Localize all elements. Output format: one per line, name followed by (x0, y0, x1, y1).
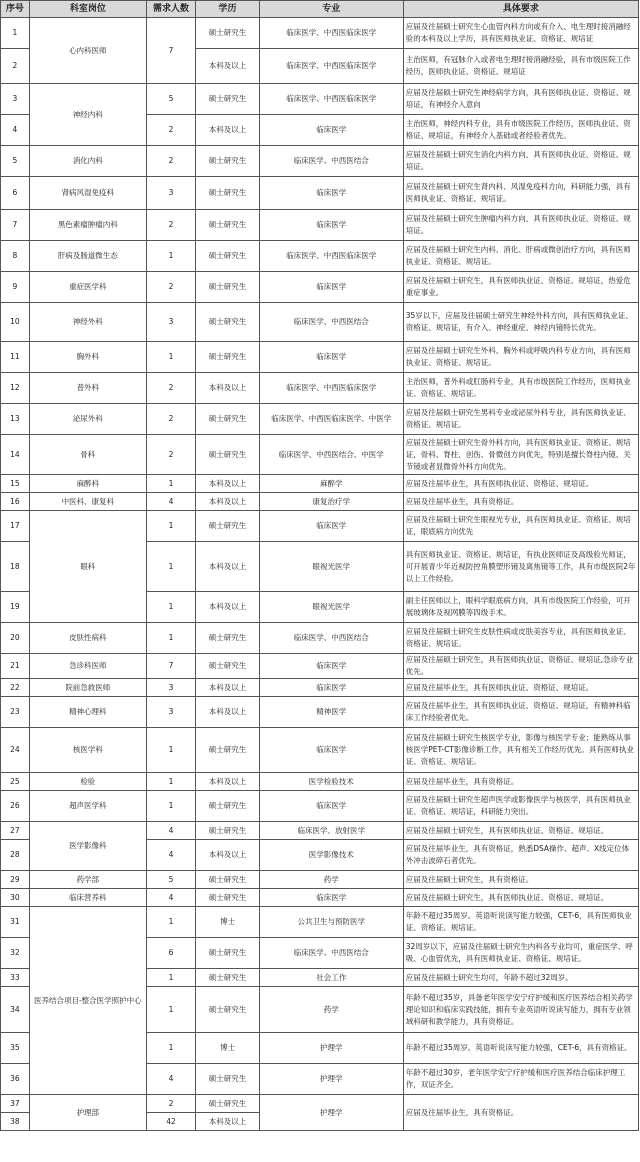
cell-edu: 硕士研究生 (196, 272, 260, 303)
cell-edu: 博士 (196, 1033, 260, 1064)
cell-count: 1 (146, 987, 195, 1033)
table-row (1, 342, 639, 373)
cell-no: 14 (1, 435, 30, 475)
cell-no: 20 (1, 623, 30, 654)
cell-major: 药学 (259, 987, 403, 1033)
cell-dept: 眼科 (29, 511, 146, 623)
cell-req: 应届及往届硕士研究生男科专业或泌尿外科专业，具有医师执业证、资格证、规培证。 (403, 404, 638, 435)
cell-major: 眼视光医学 (259, 542, 403, 592)
cell-req: 年龄不超过35周岁。英语听说读写能力较强，CET-6，具有资格证。 (403, 1033, 638, 1064)
cell-no: 18 (1, 542, 30, 592)
cell-edu: 硕士研究生 (196, 791, 260, 822)
cell-edu: 硕士研究生 (196, 889, 260, 907)
cell-edu: 本科及以上 (196, 1113, 260, 1131)
cell-major: 临床医学 (259, 511, 403, 542)
cell-no: 15 (1, 475, 30, 493)
cell-no: 16 (1, 493, 30, 511)
cell-count: 1 (146, 773, 195, 791)
table-row (1, 18, 639, 49)
cell-major: 护理学 (259, 1064, 403, 1095)
cell-count: 5 (146, 871, 195, 889)
cell-no: 13 (1, 404, 30, 435)
cell-major: 公共卫生与预防医学 (259, 907, 403, 938)
cell-edu: 硕士研究生 (196, 1064, 260, 1095)
cell-req: 应届及往届毕业生，具有资格证，熟悉DSA操作、超声、X线定位体外冲击波碎石者优先。 (403, 840, 638, 871)
cell-req: 应届及往届毕业生，具有医师执业证、资格证、规培证。 (403, 679, 638, 697)
cell-no: 7 (1, 210, 30, 241)
cell-dept: 药学部 (29, 871, 146, 889)
cell-count: 1 (146, 241, 195, 272)
cell-dept: 医学影像科 (29, 822, 146, 871)
cell-major: 临床医学、中西医结合、中医学 (259, 435, 403, 475)
cell-dept: 泌尿外科 (29, 404, 146, 435)
cell-edu: 博士 (196, 907, 260, 938)
cell-dept: 胸外科 (29, 342, 146, 373)
cell-count: 2 (146, 272, 195, 303)
cell-major: 临床医学、中西医结合 (259, 938, 403, 969)
cell-major: 临床医学 (259, 272, 403, 303)
table-row (1, 889, 639, 907)
cell-edu: 本科及以上 (196, 475, 260, 493)
cell-count: 4 (146, 1064, 195, 1095)
cell-count: 7 (146, 18, 195, 84)
cell-req: 应届及往届硕士研究生肿瘤内科方向，具有医师执业证、资格证、规培证。 (403, 210, 638, 241)
cell-major: 临床医学、中西医临床医学 (259, 84, 403, 115)
cell-major: 临床医学、中西医结合 (259, 623, 403, 654)
cell-dept: 检验 (29, 773, 146, 791)
cell-count: 1 (146, 342, 195, 373)
cell-edu: 硕士研究生 (196, 822, 260, 840)
cell-req: 应届及往届硕士研究生，具有资格证。 (403, 871, 638, 889)
cell-edu: 硕士研究生 (196, 210, 260, 241)
cell-no: 32 (1, 938, 30, 969)
header-count: 需求人数 (146, 1, 195, 18)
cell-req: 应届及往届硕士研究生神经病学方向，具有医师执业证、资格证、规培证，有神经介入意向 (403, 84, 638, 115)
cell-no: 22 (1, 679, 30, 697)
cell-no: 38 (1, 1113, 30, 1131)
cell-major: 临床医学 (259, 342, 403, 373)
header-edu: 学历 (196, 1, 260, 18)
table-row (1, 272, 639, 303)
cell-no: 17 (1, 511, 30, 542)
cell-req: 应届及往届硕士研究生，具有医师执业证、资格证、规培证,急诊专业优先。 (403, 654, 638, 679)
cell-edu: 硕士研究生 (196, 342, 260, 373)
cell-req: 主治医师，神经内科专业，具有市级医院工作经历，医师执业证、资格证、规培证，有神经介入基础或者经验者优先。 (403, 115, 638, 146)
cell-major: 医学检验技术 (259, 773, 403, 791)
table-row (1, 697, 639, 728)
cell-dept: 消化内科 (29, 146, 146, 177)
cell-req: 应届及往届硕士研究生均可，年龄不超过32周岁。 (403, 969, 638, 987)
header-row (1, 1, 639, 18)
cell-count: 3 (146, 679, 195, 697)
cell-no: 25 (1, 773, 30, 791)
cell-no: 2 (1, 49, 30, 84)
cell-count: 3 (146, 303, 195, 342)
cell-req: 应届及往届毕业生，具有医师执业证、资格证、规培证，有精神科临床工作经验者优先。 (403, 697, 638, 728)
cell-no: 35 (1, 1033, 30, 1064)
cell-req: 应届及往届硕士研究生，具有医师执业证、资格证、规培证。 (403, 822, 638, 840)
cell-count: 2 (146, 146, 195, 177)
cell-req: 应届及往届硕士研究生核医学专业，影像与核医学专业；能熟练从事核医学PET-CT影像诊断工作，具有相关工作经历优先。具有医师执业证、资格证、规培证。 (403, 728, 638, 773)
cell-dept: 核医学科 (29, 728, 146, 773)
cell-dept: 神经内科 (29, 84, 146, 146)
cell-edu: 硕士研究生 (196, 728, 260, 773)
cell-count: 4 (146, 889, 195, 907)
cell-count: 3 (146, 177, 195, 210)
cell-major: 临床医学 (259, 210, 403, 241)
cell-req: 应届及往届硕士研究生肾内科、风湿免疫科方向，科研能力强，具有医师执业证、资格证、规培证。 (403, 177, 638, 210)
cell-major: 临床医学、中西医临床医学 (259, 241, 403, 272)
cell-edu: 硕士研究生 (196, 241, 260, 272)
cell-edu: 硕士研究生 (196, 303, 260, 342)
cell-no: 19 (1, 592, 30, 623)
header-dept: 科室岗位 (29, 1, 146, 18)
cell-edu: 硕士研究生 (196, 511, 260, 542)
cell-edu: 硕士研究生 (196, 84, 260, 115)
cell-no: 21 (1, 654, 30, 679)
cell-req: 应届及往届硕士研究生心血管内科方向或有介入、电生理时接消融经验的本科及以上学历，具有医师执业证、资格证、规培证 (403, 18, 638, 49)
cell-no: 33 (1, 969, 30, 987)
cell-major: 临床医学 (259, 654, 403, 679)
cell-no: 28 (1, 840, 30, 871)
cell-edu: 本科及以上 (196, 493, 260, 511)
table-row (1, 773, 639, 791)
table-row (1, 241, 639, 272)
cell-dept: 急诊科医师 (29, 654, 146, 679)
cell-major: 临床医学 (259, 679, 403, 697)
cell-req: 应届及往届硕士研究生消化内科方向，具有医师执业证、资格证、规培证。 (403, 146, 638, 177)
cell-dept: 护理部 (29, 1095, 146, 1131)
cell-no: 3 (1, 84, 30, 115)
cell-no: 37 (1, 1095, 30, 1113)
table-row (1, 84, 639, 115)
cell-count: 4 (146, 840, 195, 871)
cell-no: 23 (1, 697, 30, 728)
table-row (1, 822, 639, 840)
cell-count: 6 (146, 938, 195, 969)
cell-edu: 硕士研究生 (196, 623, 260, 654)
cell-count: 5 (146, 84, 195, 115)
cell-count: 2 (146, 373, 195, 404)
cell-no: 8 (1, 241, 30, 272)
table-row (1, 791, 639, 822)
cell-no: 12 (1, 373, 30, 404)
cell-dept: 医养结合项目-整合医学照护中心 (29, 907, 146, 1095)
cell-no: 5 (1, 146, 30, 177)
cell-count: 2 (146, 210, 195, 241)
cell-dept: 麻醉科 (29, 475, 146, 493)
cell-edu: 硕士研究生 (196, 987, 260, 1033)
table-row (1, 623, 639, 654)
cell-count: 1 (146, 623, 195, 654)
cell-edu: 硕士研究生 (196, 404, 260, 435)
table-row (1, 679, 639, 697)
cell-dept: 院前急救医师 (29, 679, 146, 697)
cell-count: 1 (146, 969, 195, 987)
cell-edu: 硕士研究生 (196, 871, 260, 889)
cell-major: 眼视光医学 (259, 592, 403, 623)
cell-req: 主治医师，有冠脉介入或者电生理时接消融经验，具有市级医院工作经历，医师执业证、资格证、规培证 (403, 49, 638, 84)
cell-count: 2 (146, 404, 195, 435)
cell-edu: 本科及以上 (196, 115, 260, 146)
cell-major: 社会工作 (259, 969, 403, 987)
cell-major: 临床医学、中西医临床医学 (259, 49, 403, 84)
cell-dept: 肾病风湿免疫科 (29, 177, 146, 210)
cell-no: 11 (1, 342, 30, 373)
cell-major: 临床医学、放射医学 (259, 822, 403, 840)
header-no: 序号 (1, 1, 30, 18)
cell-dept: 重症医学科 (29, 272, 146, 303)
cell-edu: 本科及以上 (196, 49, 260, 84)
cell-major: 康复治疗学 (259, 493, 403, 511)
cell-count: 3 (146, 697, 195, 728)
table-body (1, 18, 639, 1131)
cell-req: 应届及往届毕业生，具有资格证。 (403, 773, 638, 791)
cell-count: 4 (146, 822, 195, 840)
cell-count: 1 (146, 1033, 195, 1064)
cell-major: 临床医学 (259, 115, 403, 146)
cell-major: 临床医学、中西医结合 (259, 146, 403, 177)
cell-no: 6 (1, 177, 30, 210)
cell-dept: 黑色素瘤肿瘤内科 (29, 210, 146, 241)
cell-count: 7 (146, 654, 195, 679)
cell-dept: 中医科、康复科 (29, 493, 146, 511)
cell-req: 应届及往届硕士研究生超声医学或影像医学与核医学，具有医师执业证、资格证、规培证，科研能力突出。 (403, 791, 638, 822)
cell-req: 应届及往届硕士研究生眼视光专业，具有医师执业证、资格证、规培证，眼底病方向优先 (403, 511, 638, 542)
cell-edu: 硕士研究生 (196, 969, 260, 987)
cell-req: 应届及往届硕士研究生，具有医师执业证、资格证、规培证，热爱危重症事业。 (403, 272, 638, 303)
cell-no: 4 (1, 115, 30, 146)
cell-count: 1 (146, 728, 195, 773)
cell-req: 32周岁以下，应届及往届硕士研究生内科各专业均可，重症医学、呼吸、心血管优先，具有医师执业证、资格证、规培证。 (403, 938, 638, 969)
cell-no: 1 (1, 18, 30, 49)
cell-no: 27 (1, 822, 30, 840)
table-row (1, 907, 639, 938)
table-row (1, 654, 639, 679)
cell-req: 具有医师执业证、资格证、规培证，有执业医师证及高级验光师证，可开展青少年近视防控角膜塑形镜及离焦镜等工作，具有市级医院2年以上工作经验。 (403, 542, 638, 592)
cell-major: 临床医学、中西医临床医学 (259, 373, 403, 404)
table-row (1, 493, 639, 511)
cell-dept: 精神心理科 (29, 697, 146, 728)
cell-major: 护理学 (259, 1095, 403, 1131)
table-row (1, 435, 639, 475)
cell-req: 应届及往届硕士研究生骨外科方向，具有医师执业证、资格证、规培证，骨科、脊柱、创伤、骨微创方向优先，特别是擅长脊柱内镜、关节镜或者显微骨外科方向优先。 (403, 435, 638, 475)
cell-no: 29 (1, 871, 30, 889)
cell-dept: 心内科医师 (29, 18, 146, 84)
table-row (1, 871, 639, 889)
cell-edu: 硕士研究生 (196, 18, 260, 49)
cell-req: 应届及往届毕业生，具有资格证。 (403, 493, 638, 511)
cell-edu: 本科及以上 (196, 542, 260, 592)
cell-edu: 本科及以上 (196, 840, 260, 871)
cell-major: 临床医学 (259, 177, 403, 210)
cell-count: 4 (146, 493, 195, 511)
cell-major: 护理学 (259, 1033, 403, 1064)
cell-dept: 肝病及肠道微生态 (29, 241, 146, 272)
cell-edu: 硕士研究生 (196, 654, 260, 679)
cell-req: 应届及往届硕士研究生内科、消化、肝病或微创治疗方向，具有医师执业证、资格证、规培证。 (403, 241, 638, 272)
cell-req: 35岁以下，应届及往届硕士研究生神经外科方向，具有医师执业证、资格证、规培证，有介入、神经重症、神经内镜特长优先。 (403, 303, 638, 342)
cell-dept: 神经外科 (29, 303, 146, 342)
cell-req: 年龄不超过35岁，具备老年医学安宁疗护缓和医疗医养结合相关药学理论知识和临床实践技能，拥有专业英语听说读写能力，拥有专业领域科研和教学能力，具有资格证。 (403, 987, 638, 1033)
cell-major: 临床医学 (259, 889, 403, 907)
cell-no: 26 (1, 791, 30, 822)
cell-no: 24 (1, 728, 30, 773)
cell-req: 年龄不超过30岁，老年医学安宁疗护缓和医疗医养结合临床护理工作，双证齐全。 (403, 1064, 638, 1095)
cell-edu: 本科及以上 (196, 697, 260, 728)
cell-dept: 普外科 (29, 373, 146, 404)
cell-edu: 硕士研究生 (196, 435, 260, 475)
cell-req: 应届及往届毕业生，具有医师执业证、资格证、规培证。 (403, 475, 638, 493)
cell-edu: 硕士研究生 (196, 177, 260, 210)
cell-count: 1 (146, 475, 195, 493)
cell-count: 2 (146, 1095, 195, 1113)
table-row (1, 177, 639, 210)
cell-major: 麻醉学 (259, 475, 403, 493)
cell-count: 2 (146, 115, 195, 146)
table-row (1, 210, 639, 241)
table-row (1, 511, 639, 542)
cell-major: 临床医学 (259, 791, 403, 822)
cell-edu: 硕士研究生 (196, 146, 260, 177)
cell-no: 34 (1, 987, 30, 1033)
cell-major: 临床医学、中西医临床医学 (259, 18, 403, 49)
cell-no: 9 (1, 272, 30, 303)
cell-no: 31 (1, 907, 30, 938)
cell-req: 主治医师，普外科或肛肠科专业，具有市级医院工作经历，医师执业证、资格证、规培证。 (403, 373, 638, 404)
cell-req: 副主任医师以上，眼科学眼底病方向，具有市级医院工作经验，可开展玻璃体及视网膜等四级手术。 (403, 592, 638, 623)
cell-major: 医学影像技术 (259, 840, 403, 871)
cell-edu: 本科及以上 (196, 373, 260, 404)
table-row (1, 475, 639, 493)
table-row (1, 728, 639, 773)
cell-major: 临床医学 (259, 728, 403, 773)
header-major: 专业 (259, 1, 403, 18)
cell-no: 10 (1, 303, 30, 342)
cell-req: 应届及往届硕士研究生，具有医师执业证、资格证、规培证。 (403, 889, 638, 907)
cell-count: 42 (146, 1113, 195, 1131)
cell-major: 临床医学、中西医结合 (259, 303, 403, 342)
cell-dept: 临床营养科 (29, 889, 146, 907)
cell-edu: 硕士研究生 (196, 1095, 260, 1113)
cell-count: 1 (146, 542, 195, 592)
cell-major: 临床医学、中西医临床医学、中医学 (259, 404, 403, 435)
cell-no: 36 (1, 1064, 30, 1095)
cell-count: 2 (146, 435, 195, 475)
cell-edu: 本科及以上 (196, 592, 260, 623)
cell-major: 精神医学 (259, 697, 403, 728)
cell-dept: 超声医学科 (29, 791, 146, 822)
cell-count: 1 (146, 907, 195, 938)
table-row (1, 404, 639, 435)
cell-count: 1 (146, 511, 195, 542)
cell-count: 1 (146, 592, 195, 623)
table-row (1, 373, 639, 404)
cell-count: 1 (146, 791, 195, 822)
cell-major: 药学 (259, 871, 403, 889)
header-req: 具体要求 (403, 1, 638, 18)
cell-req: 应届及往届硕士研究生皮肤性病或皮肤美容专业，具有医师执业证、资格证、规培证。 (403, 623, 638, 654)
cell-edu: 本科及以上 (196, 773, 260, 791)
cell-req: 应届及往届硕士研究生外科、胸外科或呼吸内科专业方向，具有医师执业证、资格证、规培证。 (403, 342, 638, 373)
table-row (1, 303, 639, 342)
cell-edu: 本科及以上 (196, 679, 260, 697)
cell-req: 年龄不超过35周岁。英语听说读写能力较强，CET-6，具有医师执业证、资格证、规培证。 (403, 907, 638, 938)
cell-no: 30 (1, 889, 30, 907)
cell-req: 应届及往届毕业生，具有资格证。 (403, 1095, 638, 1131)
table-row (1, 146, 639, 177)
cell-dept: 骨科 (29, 435, 146, 475)
cell-edu: 硕士研究生 (196, 938, 260, 969)
table-row (1, 1095, 639, 1113)
cell-dept: 皮肤性病科 (29, 623, 146, 654)
